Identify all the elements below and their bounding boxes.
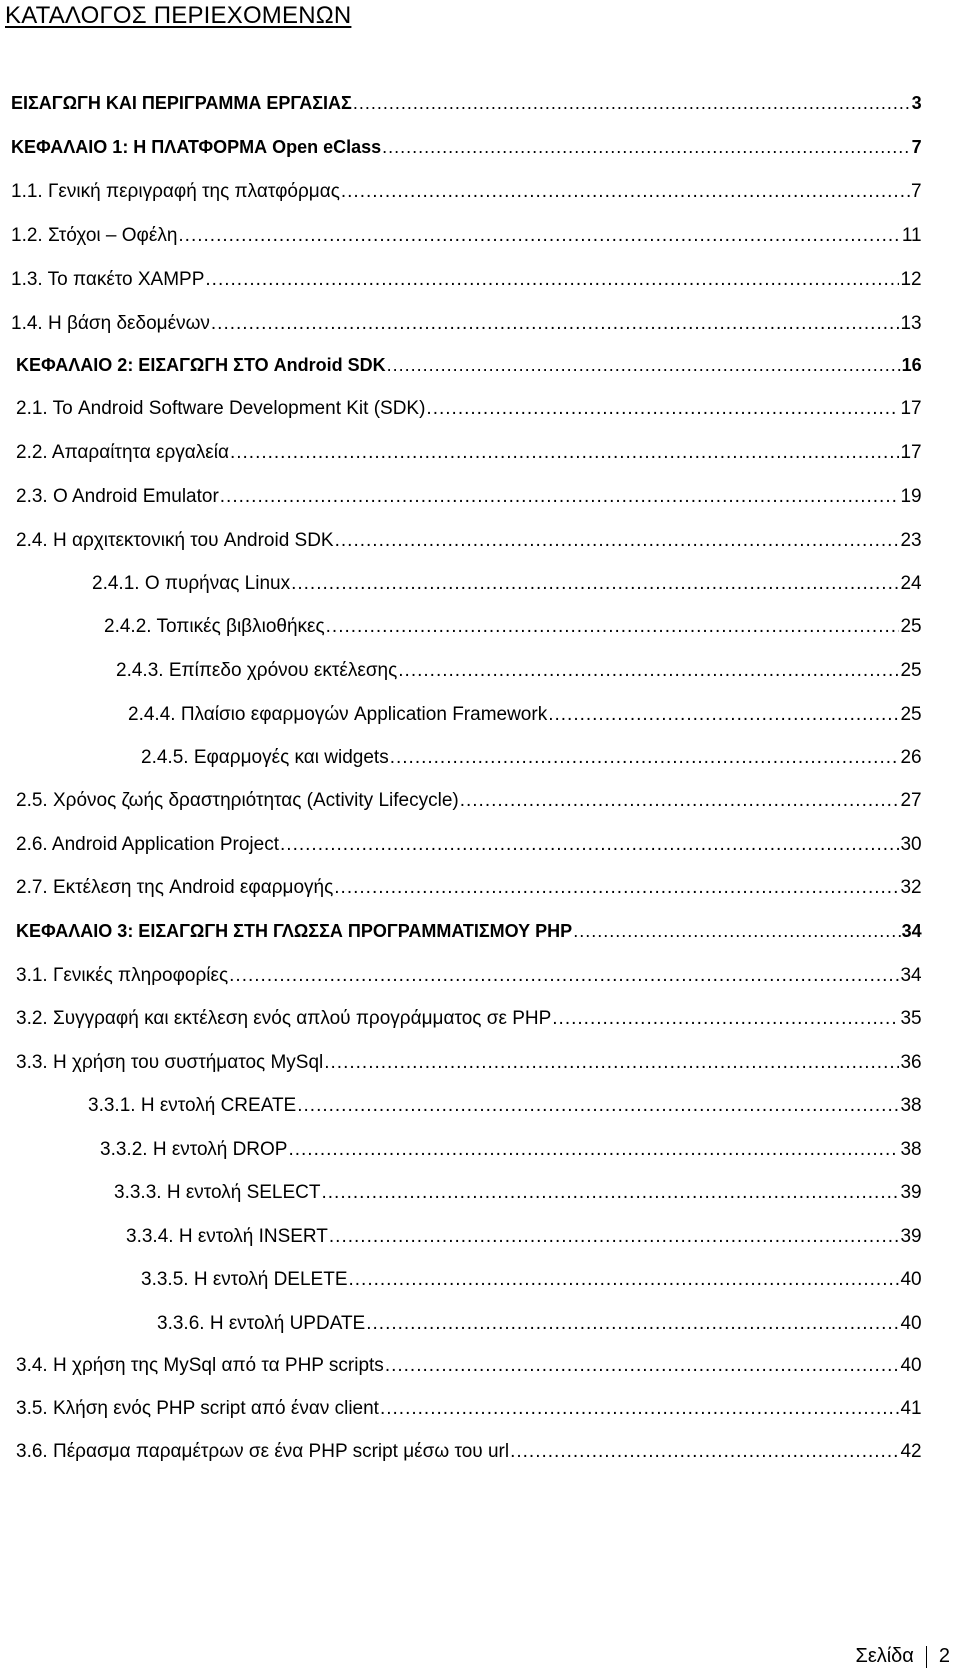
toc-entry-page: 13 bbox=[900, 313, 922, 334]
toc-dot-leader bbox=[387, 355, 901, 376]
toc-entry-page: 25 bbox=[900, 704, 922, 725]
toc-entry[interactable] bbox=[100, 1139, 922, 1169]
toc-dot-leader bbox=[349, 1269, 900, 1291]
toc-entry-label: 3.3.2. Η εντολή DROP bbox=[100, 1139, 288, 1160]
toc-entry-label: 3.2. Συγγραφή και εκτέλεση ενός απλού προγράμματος σε PHP bbox=[16, 1008, 552, 1029]
toc-entry-page: 42 bbox=[900, 1441, 922, 1462]
toc-entry-label: 3.1. Γενικές πληροφορίες bbox=[16, 965, 229, 986]
toc-entry[interactable] bbox=[157, 1313, 922, 1343]
toc-entry[interactable] bbox=[16, 355, 922, 385]
toc-entry-label: 1.3. Το πακέτο XAMPP bbox=[11, 269, 205, 290]
toc-dot-leader bbox=[548, 704, 899, 726]
toc-dot-leader bbox=[510, 1441, 899, 1463]
toc-entry-page: 40 bbox=[900, 1355, 922, 1376]
toc-entry[interactable] bbox=[16, 834, 922, 864]
toc-entry[interactable] bbox=[92, 573, 922, 603]
toc-entry-page: 24 bbox=[900, 573, 922, 594]
toc-entry[interactable] bbox=[11, 313, 922, 343]
toc-entry[interactable] bbox=[11, 181, 922, 211]
toc-entry-label: 3.3.4. Η εντολή INSERT bbox=[126, 1226, 328, 1247]
toc-entry-label: 1.4. Η βάση δεδομένων bbox=[11, 313, 210, 334]
toc-entry-page: 41 bbox=[900, 1398, 922, 1419]
toc-entry[interactable] bbox=[11, 137, 922, 167]
toc-entry-page: 36 bbox=[900, 1052, 922, 1073]
toc-entry-label: 3.3.3. Η εντολή SELECT bbox=[114, 1182, 321, 1203]
toc-entry[interactable] bbox=[16, 486, 922, 516]
toc-entry-label: 3.3. Η χρήση του συστήματος MySql bbox=[16, 1052, 324, 1073]
toc-entry-page: 12 bbox=[900, 269, 922, 290]
toc-dot-leader bbox=[322, 1182, 900, 1204]
toc-entry-page: 27 bbox=[900, 790, 922, 811]
toc-dot-leader bbox=[390, 747, 900, 769]
page-title: ΚΑΤΑΛΟΓΟΣ ΠΕΡΙΕΧΟΜΕΝΩΝ bbox=[5, 2, 352, 29]
toc-entry-label: ΚΕΦΑΛΑΙΟ 2: ΕΙΣΑΓΩΓΗ ΣΤΟ Android SDK bbox=[16, 355, 386, 375]
toc-entry[interactable] bbox=[16, 877, 922, 907]
toc-dot-leader bbox=[398, 660, 899, 682]
toc-entry[interactable] bbox=[141, 1269, 922, 1299]
toc-dot-leader bbox=[426, 398, 899, 420]
toc-entry[interactable] bbox=[114, 1182, 922, 1212]
toc-entry-label: 2.4.2. Τοπικές βιβλιοθήκες bbox=[104, 616, 325, 637]
toc-entry-page: 7 bbox=[911, 181, 922, 202]
toc-dot-leader bbox=[205, 269, 899, 291]
toc-entry-label: 3.5. Κλήση ενός PHP script από έναν client bbox=[16, 1398, 379, 1419]
toc-entry-label: ΚΕΦΑΛΑΙΟ 3: ΕΙΣΑΓΩΓΗ ΣΤΗ ΓΛΩΣΣΑ ΠΡΟΓΡΑΜΜΑΤΙΣΜΟΥ PHP bbox=[16, 921, 573, 941]
toc-entry-label: ΚΕΦΑΛΑΙΟ 1: Η ΠΛΑΤΦΟΡΜΑ Open eClass bbox=[11, 137, 382, 157]
toc-dot-leader bbox=[385, 1355, 900, 1377]
toc-entry-page: 25 bbox=[900, 660, 922, 681]
toc-entry-label: 2.4.4. Πλαίσιο εφαρμογών Application Framework bbox=[128, 704, 548, 725]
toc-entry-label: 3.3.5. Η εντολή DELETE bbox=[141, 1269, 348, 1290]
toc-entry-page: 38 bbox=[900, 1139, 922, 1160]
toc-entry[interactable] bbox=[141, 747, 922, 777]
toc-entry-page: 17 bbox=[900, 442, 922, 463]
toc-entry-page: 30 bbox=[900, 834, 922, 855]
toc-entry[interactable] bbox=[16, 790, 922, 820]
toc-dot-leader bbox=[460, 790, 900, 812]
toc-dot-leader bbox=[324, 1052, 899, 1074]
toc-dot-leader bbox=[341, 181, 910, 203]
toc-entry-page: 40 bbox=[900, 1313, 922, 1334]
toc-entry[interactable] bbox=[16, 1008, 922, 1038]
toc-entry-label: 3.3.6. Η εντολή UPDATE bbox=[157, 1313, 366, 1334]
toc-entry-label: 2.3. O Android Emulator bbox=[16, 486, 219, 507]
toc-entry[interactable] bbox=[16, 965, 922, 995]
toc-entry[interactable] bbox=[16, 1398, 922, 1428]
toc-entry[interactable] bbox=[104, 616, 922, 646]
toc-dot-leader bbox=[380, 1398, 900, 1420]
toc-entry-page: 40 bbox=[900, 1269, 922, 1290]
toc-entry-label: 2.4.5. Εφαρμογές και widgets bbox=[141, 747, 389, 768]
toc-entry[interactable] bbox=[16, 442, 922, 472]
toc-entry-page: 26 bbox=[900, 747, 922, 768]
toc-dot-leader bbox=[291, 573, 899, 595]
page-number: 2 bbox=[938, 1645, 950, 1667]
toc-dot-leader bbox=[326, 616, 900, 638]
toc-dot-leader bbox=[229, 965, 899, 987]
toc-dot-leader bbox=[288, 1139, 899, 1161]
toc-dot-leader bbox=[573, 921, 900, 942]
page-footer bbox=[855, 1645, 950, 1668]
toc-entry[interactable] bbox=[88, 1095, 922, 1125]
toc-entry[interactable] bbox=[16, 530, 922, 560]
toc-entry-label: 3.6. Πέρασμα παραμέτρων σε ένα PHP script μέσω του url bbox=[16, 1441, 510, 1462]
toc-entry-label: 1.2. Στόχοι – Οφέλη bbox=[11, 225, 178, 246]
toc-entry[interactable] bbox=[11, 269, 922, 299]
toc-entry-page: 34 bbox=[901, 921, 922, 941]
toc-entry-label: ΕΙΣΑΓΩΓΗ ΚΑΙ ΠΕΡΙΓΡΑΜΜΑ ΕΡΓΑΣΙΑΣ bbox=[11, 93, 352, 113]
toc-entry-label: 2.2. Απαραίτητα εργαλεία bbox=[16, 442, 229, 463]
toc-dot-leader bbox=[366, 1313, 899, 1335]
toc-entry-page: 3 bbox=[911, 93, 922, 113]
toc-entry-page: 7 bbox=[911, 137, 922, 157]
toc-dot-leader bbox=[335, 530, 900, 552]
footer-divider bbox=[926, 1646, 927, 1668]
toc-entry[interactable] bbox=[16, 1441, 922, 1471]
toc-dot-leader bbox=[297, 1095, 899, 1117]
page-label: Σελίδα bbox=[855, 1645, 914, 1667]
toc-entry-page: 34 bbox=[900, 965, 922, 986]
toc-entry-label: 1.1. Γενική περιγραφή της πλατφόρμας bbox=[11, 181, 340, 202]
toc-dot-leader bbox=[353, 93, 911, 114]
toc-entry-label: 2.4.3. Επίπεδο χρόνου εκτέλεσης bbox=[116, 660, 398, 681]
toc-entry-label: 2.4. Η αρχιτεκτονική του Android SDK bbox=[16, 530, 334, 551]
toc-entry-label: 2.4.1. Ο πυρήνας Linux bbox=[92, 573, 291, 594]
toc-entry-page: 17 bbox=[900, 398, 922, 419]
toc-dot-leader bbox=[382, 137, 910, 158]
toc-entry[interactable] bbox=[128, 704, 922, 734]
toc-entry[interactable] bbox=[16, 1355, 922, 1385]
toc-entry[interactable] bbox=[16, 1052, 922, 1082]
toc-entry-page: 32 bbox=[900, 877, 922, 898]
toc-entry-label: 2.1. Το Android Software Development Kit (SDK) bbox=[16, 398, 426, 419]
toc-entry-label: 2.6. Android Application Project bbox=[16, 834, 280, 855]
toc-entry[interactable] bbox=[11, 225, 922, 255]
toc-entry-label: 2.5. Χρόνος ζωής δραστηριότητας (Activity Lifecycle) bbox=[16, 790, 459, 811]
toc-dot-leader bbox=[178, 225, 900, 247]
toc-dot-leader bbox=[329, 1226, 900, 1248]
toc-entry-label: 3.3.1. Η εντολή CREATE bbox=[88, 1095, 297, 1116]
toc-entry-page: 39 bbox=[900, 1226, 922, 1247]
toc-entry-page: 23 bbox=[900, 530, 922, 551]
toc-entry[interactable] bbox=[11, 93, 922, 123]
toc-dot-leader bbox=[280, 834, 899, 856]
toc-entry[interactable] bbox=[16, 921, 922, 951]
toc-entry-page: 39 bbox=[900, 1182, 922, 1203]
toc-entry-page: 11 bbox=[901, 225, 922, 246]
toc-entry[interactable] bbox=[116, 660, 922, 690]
toc-dot-leader bbox=[220, 486, 900, 508]
toc-dot-leader bbox=[552, 1008, 899, 1030]
toc-entry-page: 16 bbox=[901, 355, 922, 375]
toc-entry[interactable] bbox=[126, 1226, 922, 1256]
toc-entry-label: 2.7. Εκτέλεση της Android εφαρμογής bbox=[16, 877, 334, 898]
toc-entry-page: 19 bbox=[900, 486, 922, 507]
toc-entry[interactable] bbox=[16, 398, 922, 428]
toc-entry-page: 35 bbox=[900, 1008, 922, 1029]
toc-entry-label: 3.4. Η χρήση της MySql από τα PHP scripts bbox=[16, 1355, 384, 1376]
toc-dot-leader bbox=[230, 442, 900, 464]
toc-dot-leader bbox=[334, 877, 899, 899]
toc-entry-page: 25 bbox=[900, 616, 922, 637]
toc-entry-page: 38 bbox=[900, 1095, 922, 1116]
toc-dot-leader bbox=[211, 313, 900, 335]
